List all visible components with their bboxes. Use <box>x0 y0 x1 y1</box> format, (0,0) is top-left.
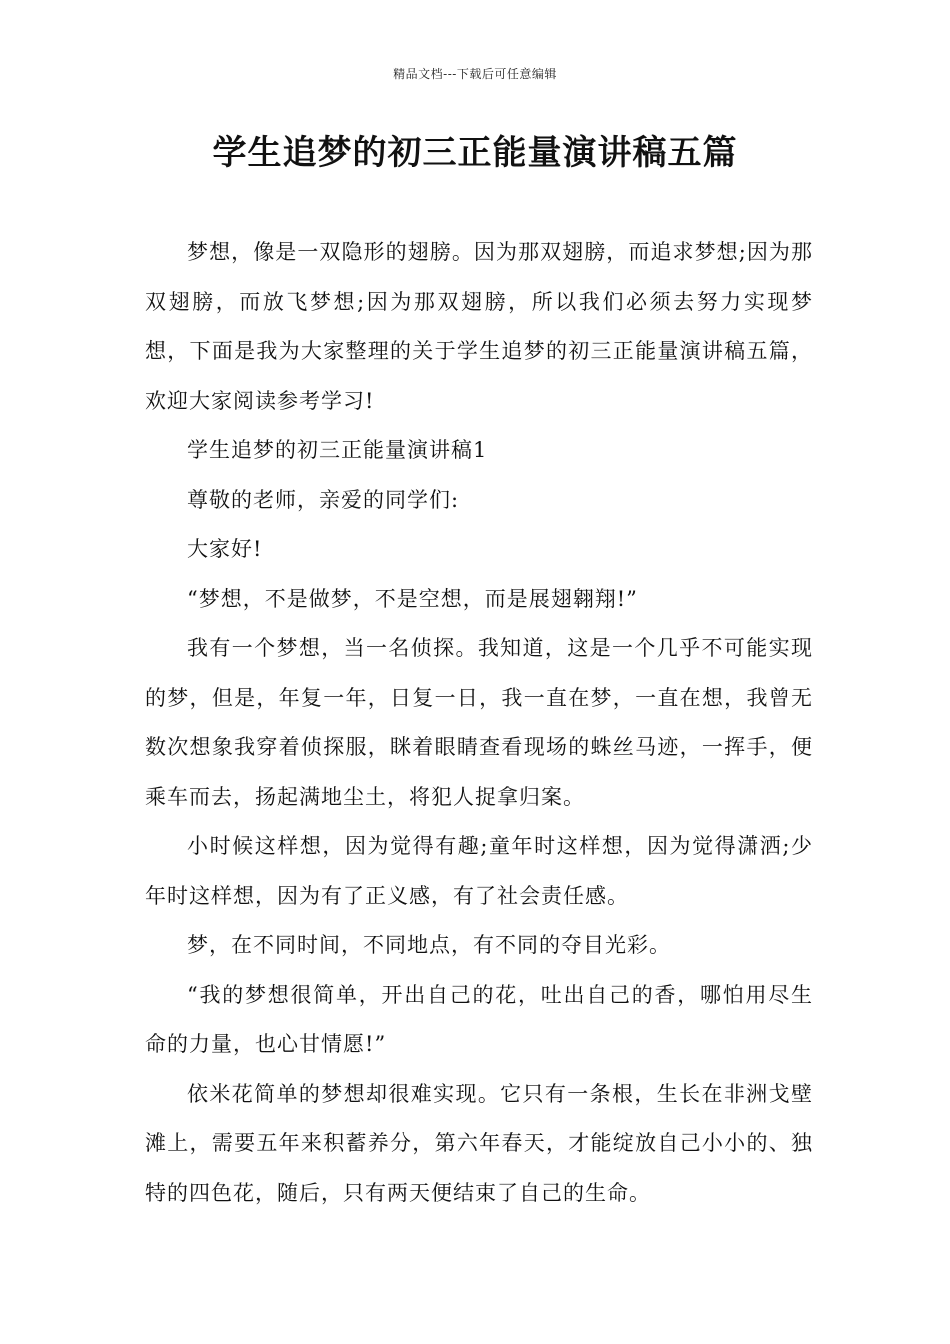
document-body <box>145 228 813 1218</box>
paragraph-dream-colors: 梦，在不同时间，不同地点，有不同的夺目光彩。 <box>187 933 671 957</box>
header-note: 精品文档---下载后可任意编辑 <box>393 67 557 81</box>
paragraph-intro: 梦想，像是一双隐形的翅膀。因为那双翅膀，而追求梦想;因为那双翅膀，而放飞梦想;因为那双翅膀，所以我们必须去努力实现梦想，下面是我为大家整理的关于学生追梦的初三正能量演讲稿五篇，欢迎大家阅读参考学习! <box>145 240 813 413</box>
paragraph-quote-1: “梦想，不是做梦，不是空想，而是展翅翱翔!” <box>187 586 638 611</box>
paragraph-salutation: 尊敬的老师，亲爱的同学们: <box>187 487 460 512</box>
paragraph-greeting: 大家好! <box>187 537 263 561</box>
document-title: 学生追梦的初三正能量演讲稿五篇 <box>212 133 738 173</box>
paragraph-detective-dream: 我有一个梦想，当一名侦探。我知道，这是一个几乎不可能实现的梦，但是，年复一年，日复一日，我一直在梦，一直在想，我曾无数次想象我穿着侦探服，眯着眼睛查看现场的蛛丝马迹，一挥手，便乘车而去，扬起满地尘土，将犯人捉拿归案。 <box>145 636 813 809</box>
paragraph-childhood: 小时候这样想，因为觉得有趣;童年时这样想，因为觉得潇洒;少年时这样想，因为有了正义感，有了社会责任感。 <box>145 834 813 908</box>
paragraph-quote-2: “我的梦想很简单，开出自己的花，吐出自己的香，哪怕用尽生命的力量，也心甘情愿!” <box>145 982 813 1056</box>
paragraph-section-heading: 学生追梦的初三正能量演讲稿1 <box>187 438 488 462</box>
paragraph-yimi-flower: 依米花简单的梦想却很难实现。它只有一条根，生长在非洲戈壁滩上，需要五年来积蓄养分，第六年春天，才能绽放自己小小的、独特的四色花，随后，只有两天便结束了自己的生命。 <box>145 1081 813 1205</box>
